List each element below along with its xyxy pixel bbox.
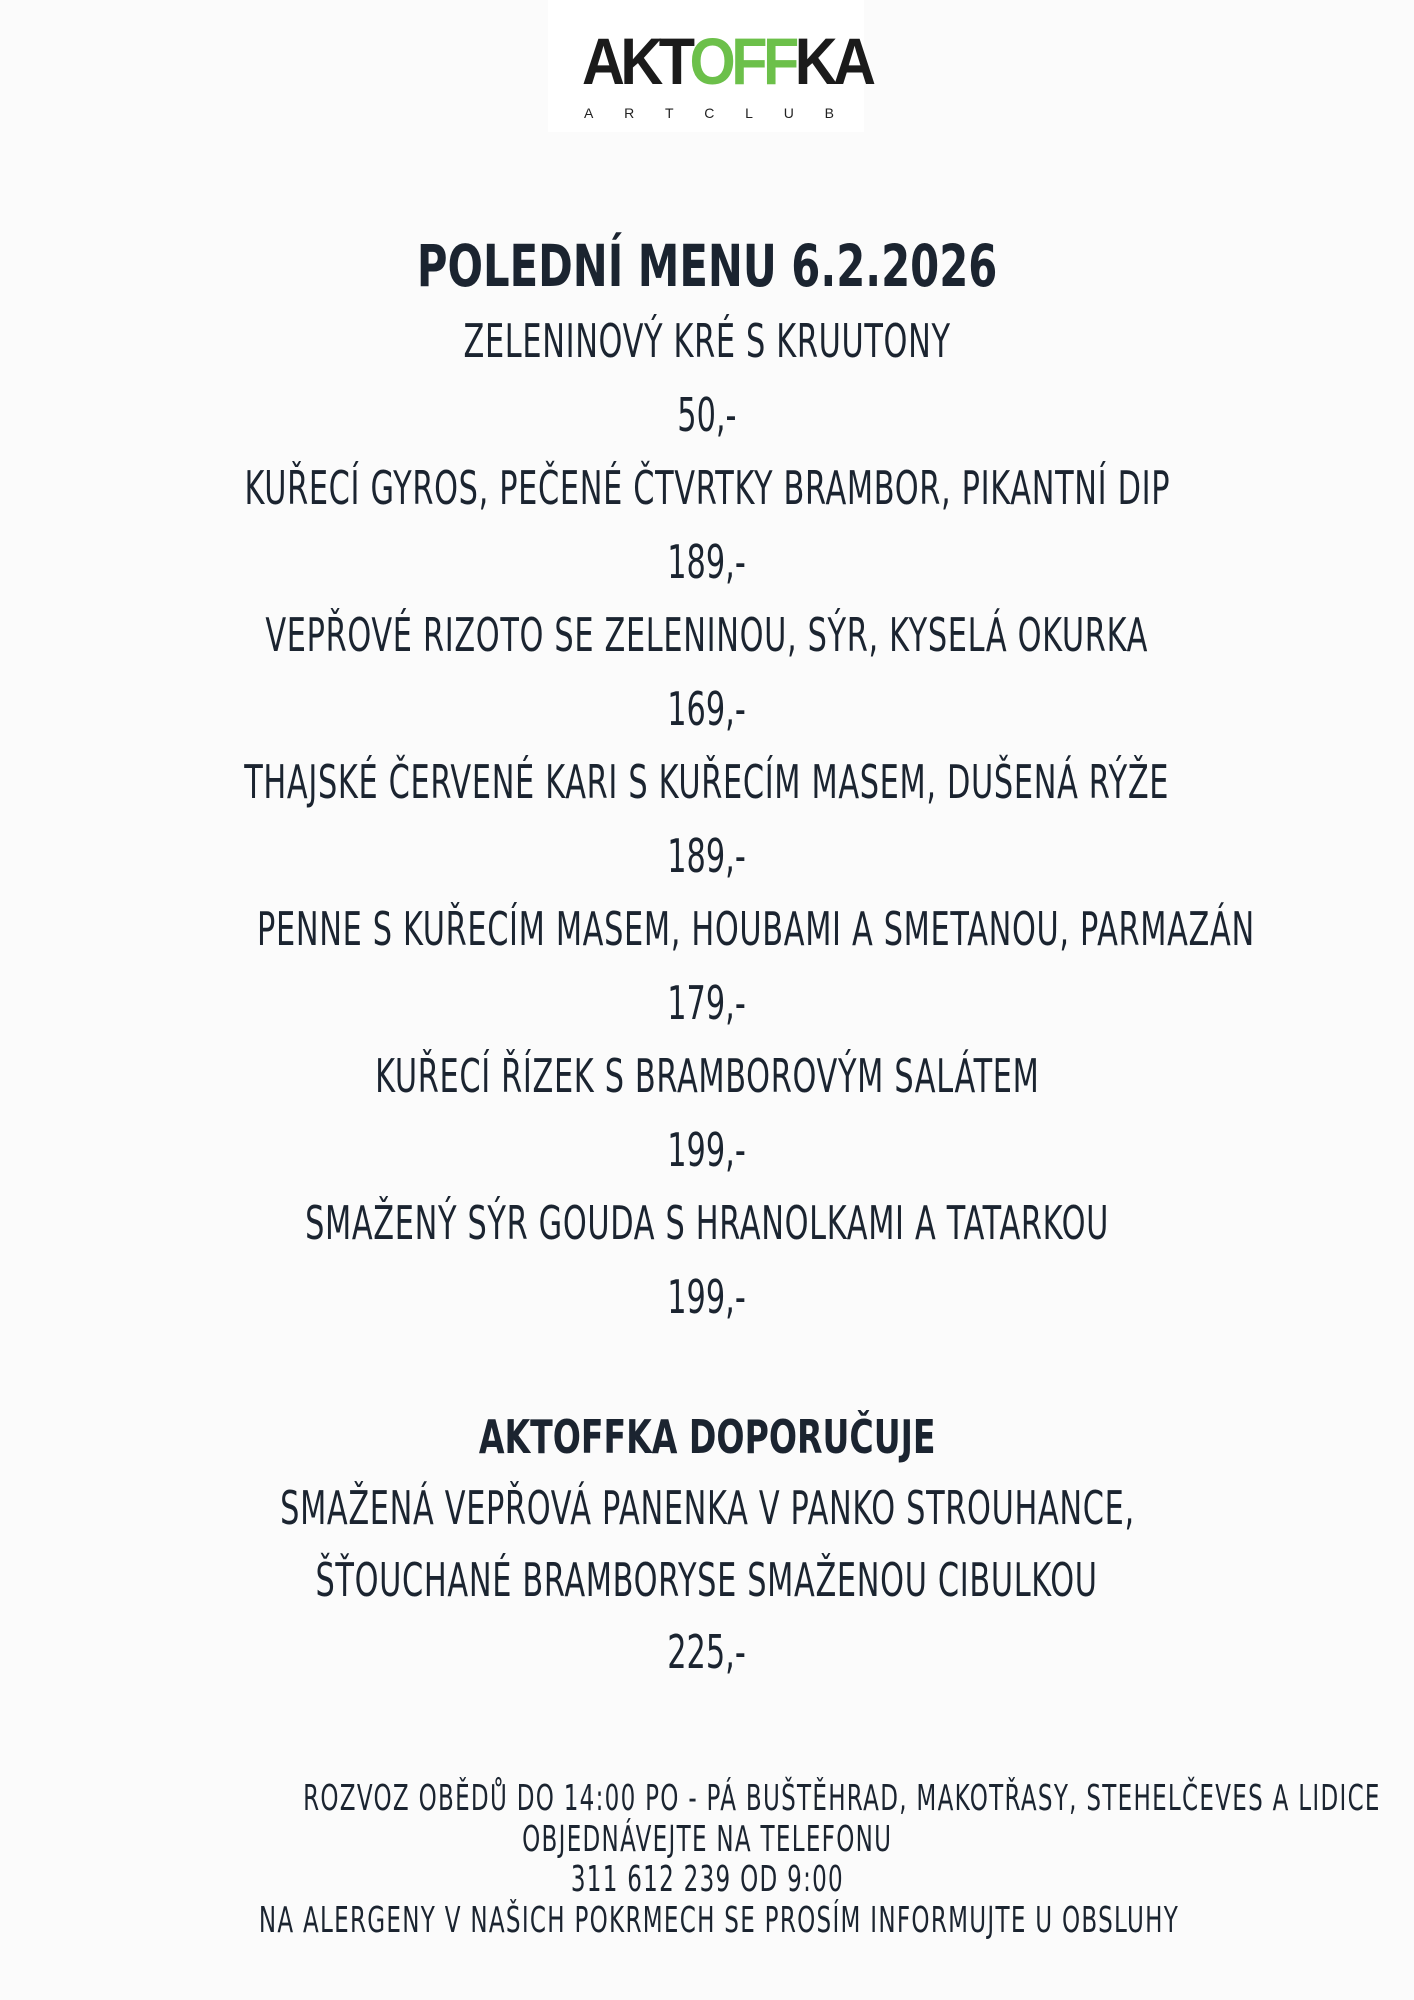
logo-subtitle-letter: U [783, 105, 794, 121]
logo-word-green: OFF [689, 24, 795, 98]
dish-price: 169,- [667, 682, 747, 736]
dish-name: VEPŘOVÉ RIZOTO SE ZELENINOU, SÝR, KYSELÁ OKURKA [265, 608, 1149, 662]
logo [548, 0, 872, 132]
recommendation-line: SMAŽENÁ VEPŘOVÁ PANENKA V PANKO STROUHANCE, [279, 1481, 1135, 1535]
dish-price: 189,- [667, 829, 747, 883]
footer-allergens: NA ALERGENY V NAŠICH POKRMECH SE PROSÍM INFORMUJTE U OBSLUHY [258, 1900, 1180, 1941]
logo-subtitle [584, 106, 834, 120]
dish-price: 199,- [667, 1270, 747, 1324]
logo-subtitle-letter: A [584, 105, 594, 121]
recommendation-price: 225,- [667, 1625, 747, 1679]
logo-subtitle-letter: C [704, 105, 715, 121]
dish-name: THAJSKÉ ČERVENÉ KARI S KUŘECÍM MASEM, DUŠENÁ RÝŽE [244, 755, 1170, 809]
footer-order: OBJEDNÁVEJTE NA TELEFONU [521, 1819, 893, 1860]
footer-phone: 311 612 239 OD 9:00 [570, 1859, 844, 1900]
logo-subtitle-letter: L [745, 105, 753, 121]
dish-name: KUŘECÍ GYROS, PEČENÉ ČTVRTKY BRAMBOR, PIKANTNÍ DIP [244, 461, 1170, 515]
dish-price: 179,- [667, 976, 747, 1030]
recommendation-title: AKTOFFKA DOPORUČUJE [478, 1410, 936, 1464]
dish-price: 189,- [667, 535, 747, 589]
menu-title: POLEDNÍ MENU 6.2.2026 [416, 232, 998, 300]
dish-name: SMAŽENÝ SÝR GOUDA S HRANOLKAMI A TATARKOU [305, 1196, 1109, 1250]
logo-subtitle-letter: B [824, 105, 834, 121]
dish-price: 199,- [667, 1123, 747, 1177]
recommendation-line: ŠŤOUCHANÉ BRAMBORYSE SMAŽENOU CIBULKOU [315, 1553, 1099, 1607]
logo-subtitle-letter: R [624, 105, 635, 121]
footer-delivery: ROZVOZ OBĚDŮ DO 14:00 PO - PÁ BUŠTĚHRAD, MAKOTŘASY, STEHELČEVES A LIDICE [303, 1778, 1381, 1819]
logo-subtitle-letter: T [664, 105, 674, 121]
dish-name: KUŘECÍ ŘÍZEK S BRAMBOROVÝM SALÁTEM [374, 1049, 1040, 1103]
logo-word-suffix: KA [794, 24, 872, 98]
logo-word-prefix: AKT [582, 24, 690, 98]
dish-price: 50,- [677, 388, 737, 442]
dish-name: ZELENINOVÝ KRÉ S KRUUTONY [463, 314, 951, 368]
dish-name: PENNE S KUŘECÍM MASEM, HOUBAMI A SMETANOU, PARMAZÁN [257, 902, 1255, 956]
logo-wordmark [582, 24, 872, 98]
